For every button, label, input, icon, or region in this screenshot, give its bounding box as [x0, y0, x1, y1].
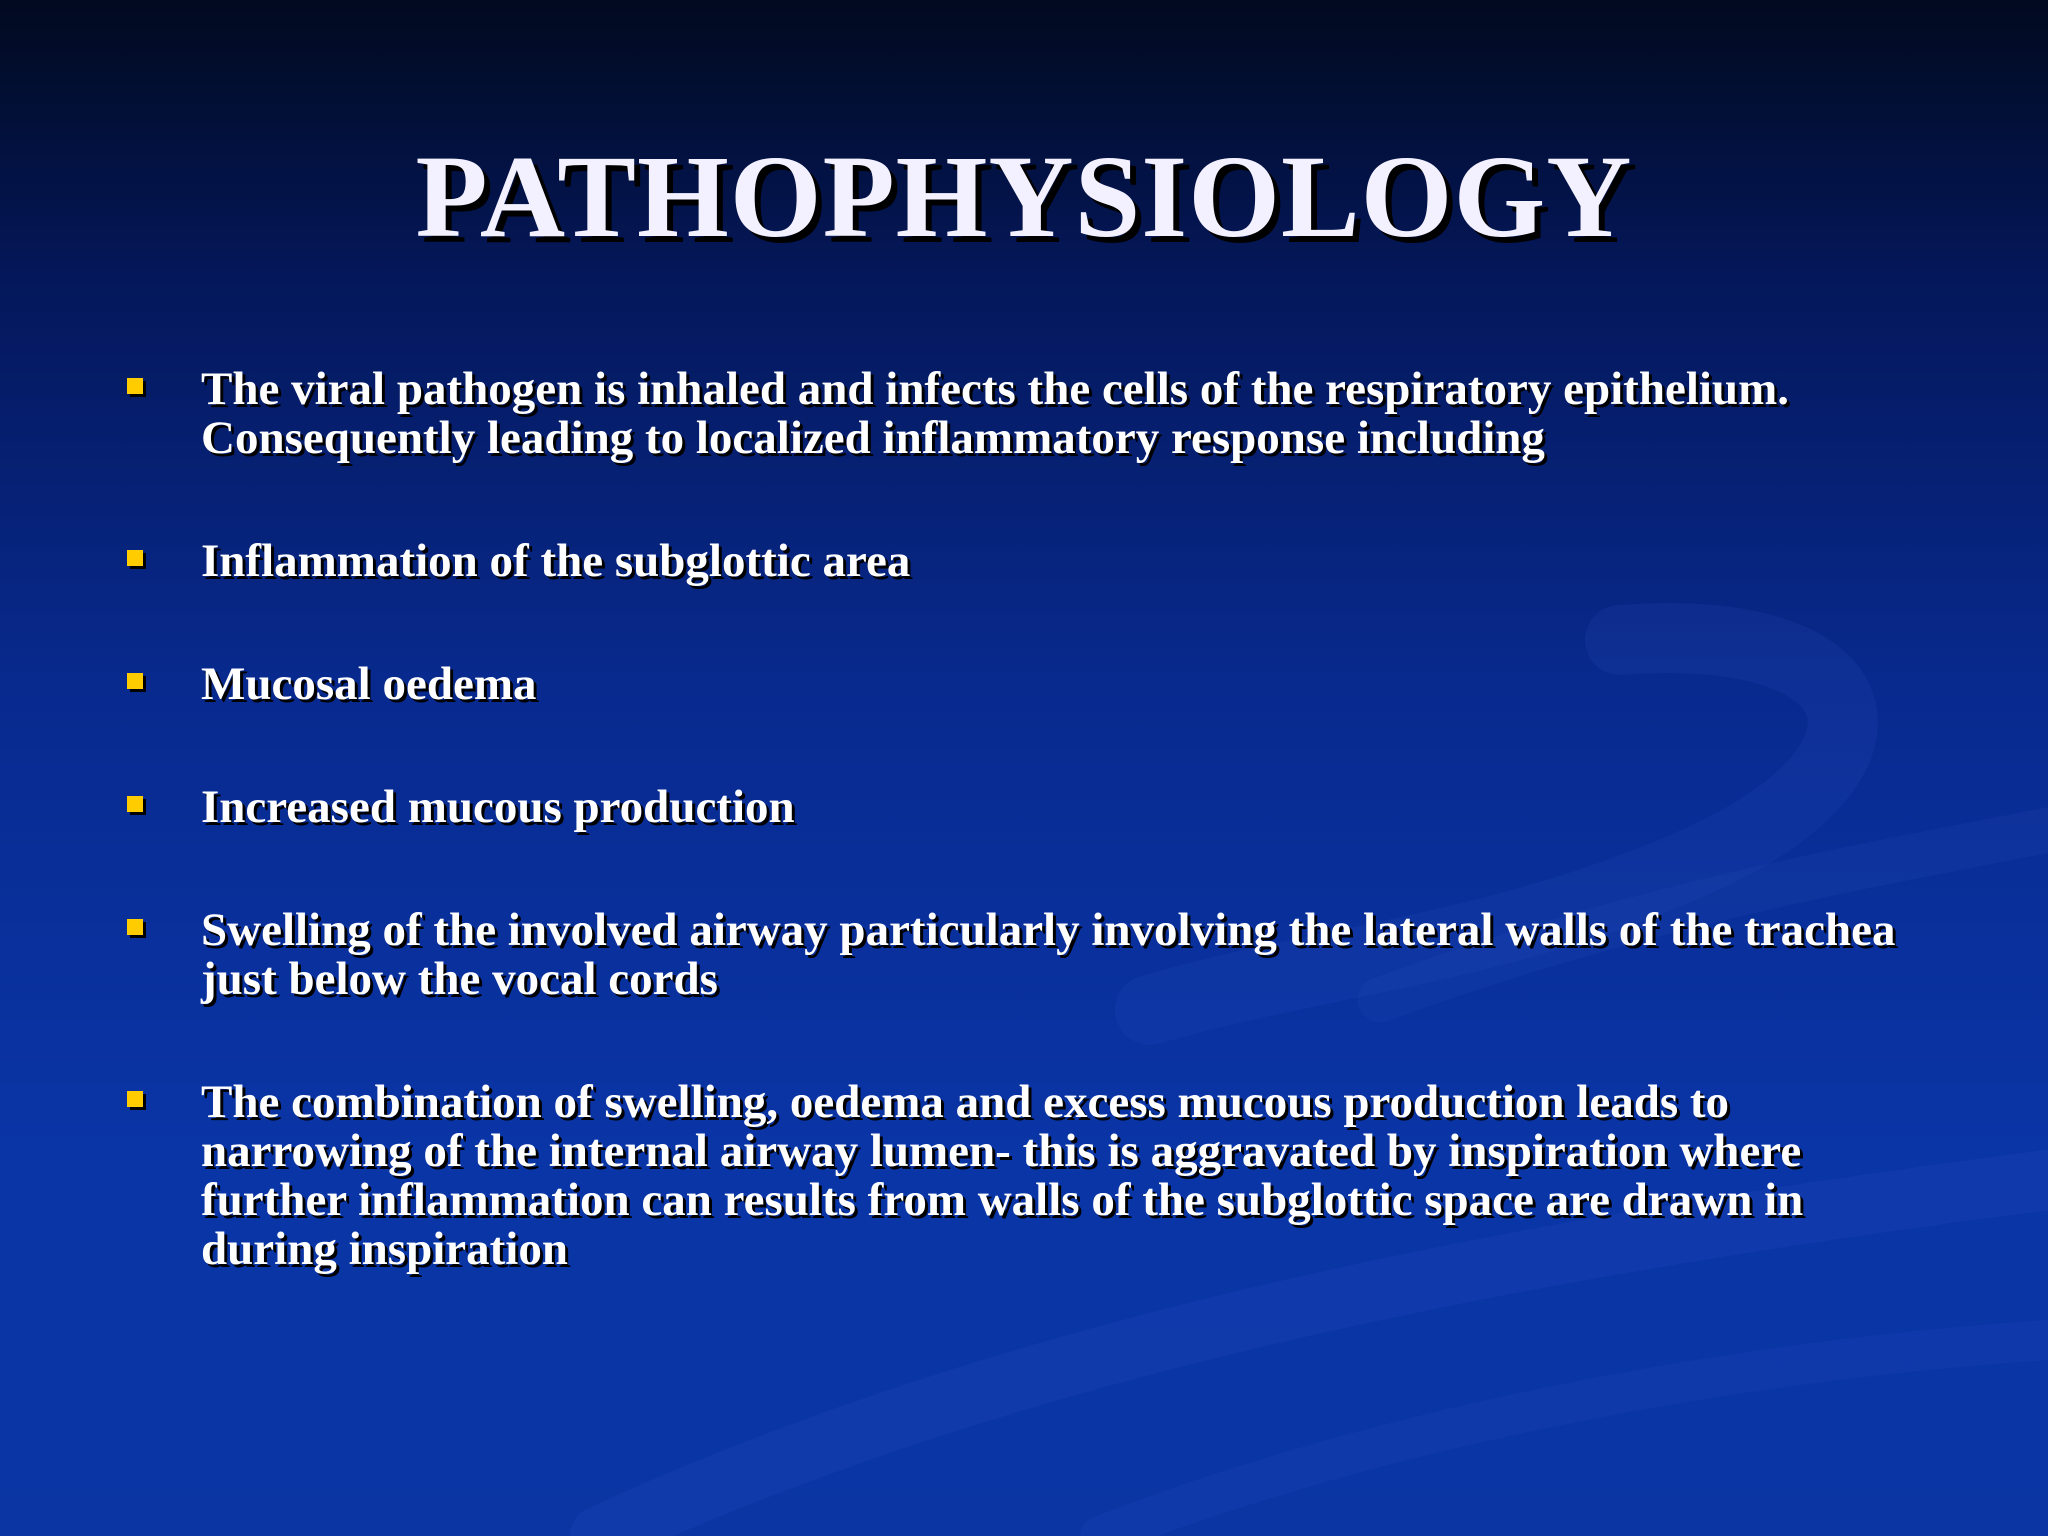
- bullet-item: [120, 906, 1940, 1004]
- bullet-text: Increased mucous production: [201, 781, 795, 833]
- square-bullet-icon: [127, 796, 143, 812]
- bullet-text: The viral pathogen is inhaled and infects the cells of the respiratory epithelium. Consequently leading to localized inflammatory response including: [201, 363, 1789, 464]
- square-bullet-icon: [127, 919, 143, 935]
- bullet-text: Inflammation of the subglottic area: [201, 535, 911, 587]
- slide-title: PATHOPHYSIOLOGY: [415, 131, 1633, 262]
- bullet-item: [120, 537, 1940, 586]
- bullet-text: Swelling of the involved airway particularly involving the lateral walls of the trachea just below the vocal cords: [201, 904, 1896, 1005]
- bullet-list: [120, 365, 1940, 1274]
- bullet-text: The combination of swelling, oedema and excess mucous production leads to narrowing of the internal airway lumen- this is aggravated by inspiration where further inflammation can results from walls of the subglottic space are drawn in during inspiration: [201, 1076, 1804, 1275]
- square-bullet-icon: [127, 673, 143, 689]
- bullet-item: [120, 783, 1940, 832]
- square-bullet-icon: [127, 378, 143, 394]
- bullet-item: [120, 365, 1940, 463]
- bullet-item: [120, 1078, 1940, 1274]
- square-bullet-icon: [127, 550, 143, 566]
- bullet-item: [120, 660, 1940, 709]
- square-bullet-icon: [127, 1091, 143, 1107]
- bullet-text: Mucosal oedema: [201, 658, 537, 710]
